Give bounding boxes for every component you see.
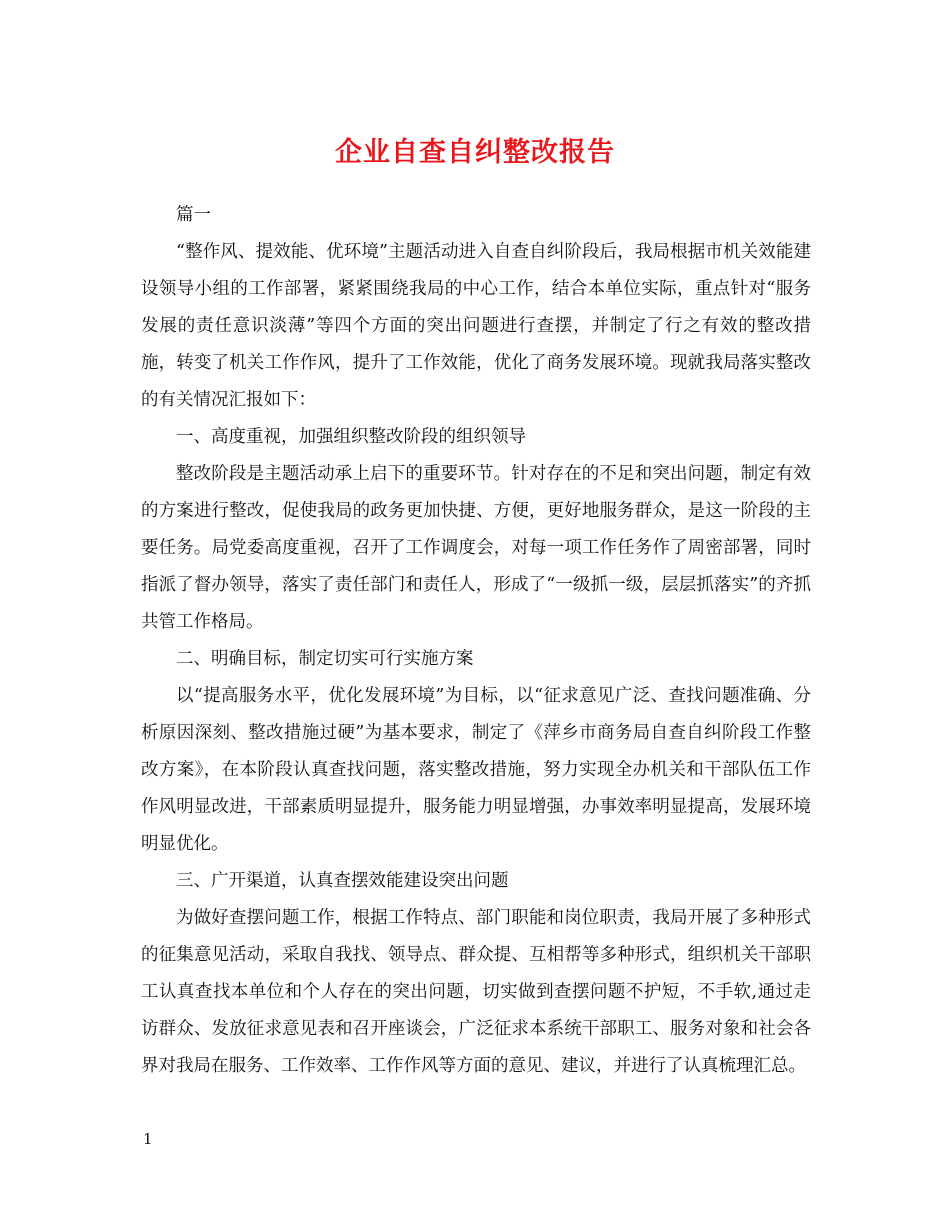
page-number: 1: [143, 1130, 153, 1148]
body-paragraph: 为做好查摆问题工作，根据工作特点、部门职能和岗位职责，我局开展了多种形式的征集意见活动，采取自我找、领导点、群众提、互相帮等多种形式，组织机关干部职工认真查找本单位和个人存在的突出问题，切实做到查摆问题不护短，不手软,通过走访群众、发放征求意见表和召开座谈会，广泛征求本系统干部职工、服务对象和社会各界对我局在服务、工作效率、工作作风等方面的意见、建议，并进行了认真梳理汇总。: [141, 908, 811, 1076]
body-paragraph: 整改阶段是主题活动承上启下的重要环节。针对存在的不足和突出问题，制定有效的方案进行整改，促使我局的政务更加快捷、方便，更好地服务群众，是这一阶段的主要任务。局党委高度重视，召开了工作调度会，对每一项工作任务作了周密部署，同时指派了督办领导，落实了责任部门和责任人，形成了“一级抓一级，层层抓落实”的齐抓共管工作格局。: [141, 464, 811, 632]
section-heading: 二、明确目标，制定切实可行实施方案: [176, 649, 474, 669]
body-paragraph: 以“提高服务水平，优化发展环境”为目标，以“征求意见广泛、查找问题准确、分析原因深刻、整改措施过硬”为基本要求，制定了《萍乡市商务局自查自纠阶段工作整改方案》，在本阶段认真查找问题，落实整改措施，努力实现全办机关和干部队伍工作作风明显改进，干部素质明显提升，服务能力明显增强，办事效率明显提高，发展环境明显优化。: [141, 686, 811, 854]
body-paragraph: “整作风、提效能、优环境”主题活动进入自查自纠阶段后，我局根据市机关效能建设领导小组的工作部署，紧紧围绕我局的中心工作，结合本单位实际，重点针对“服务发展的责任意识淡薄”等四个方面的突出问题进行查摆，并制定了行之有效的整改措施，转变了机关工作作风，提升了工作效能，优化了商务发展环境。现就我局落实整改的有关情况汇报如下：: [141, 242, 811, 410]
document-title: 企业自查自纠整改报告: [335, 137, 615, 168]
document-body: [141, 197, 811, 1085]
section-heading: 一、高度重视，加强组织整改阶段的组织领导: [176, 427, 526, 447]
section-label: 篇一: [176, 205, 211, 225]
section-heading: 三、广开渠道，认真查摆效能建设突出问题: [176, 871, 509, 891]
